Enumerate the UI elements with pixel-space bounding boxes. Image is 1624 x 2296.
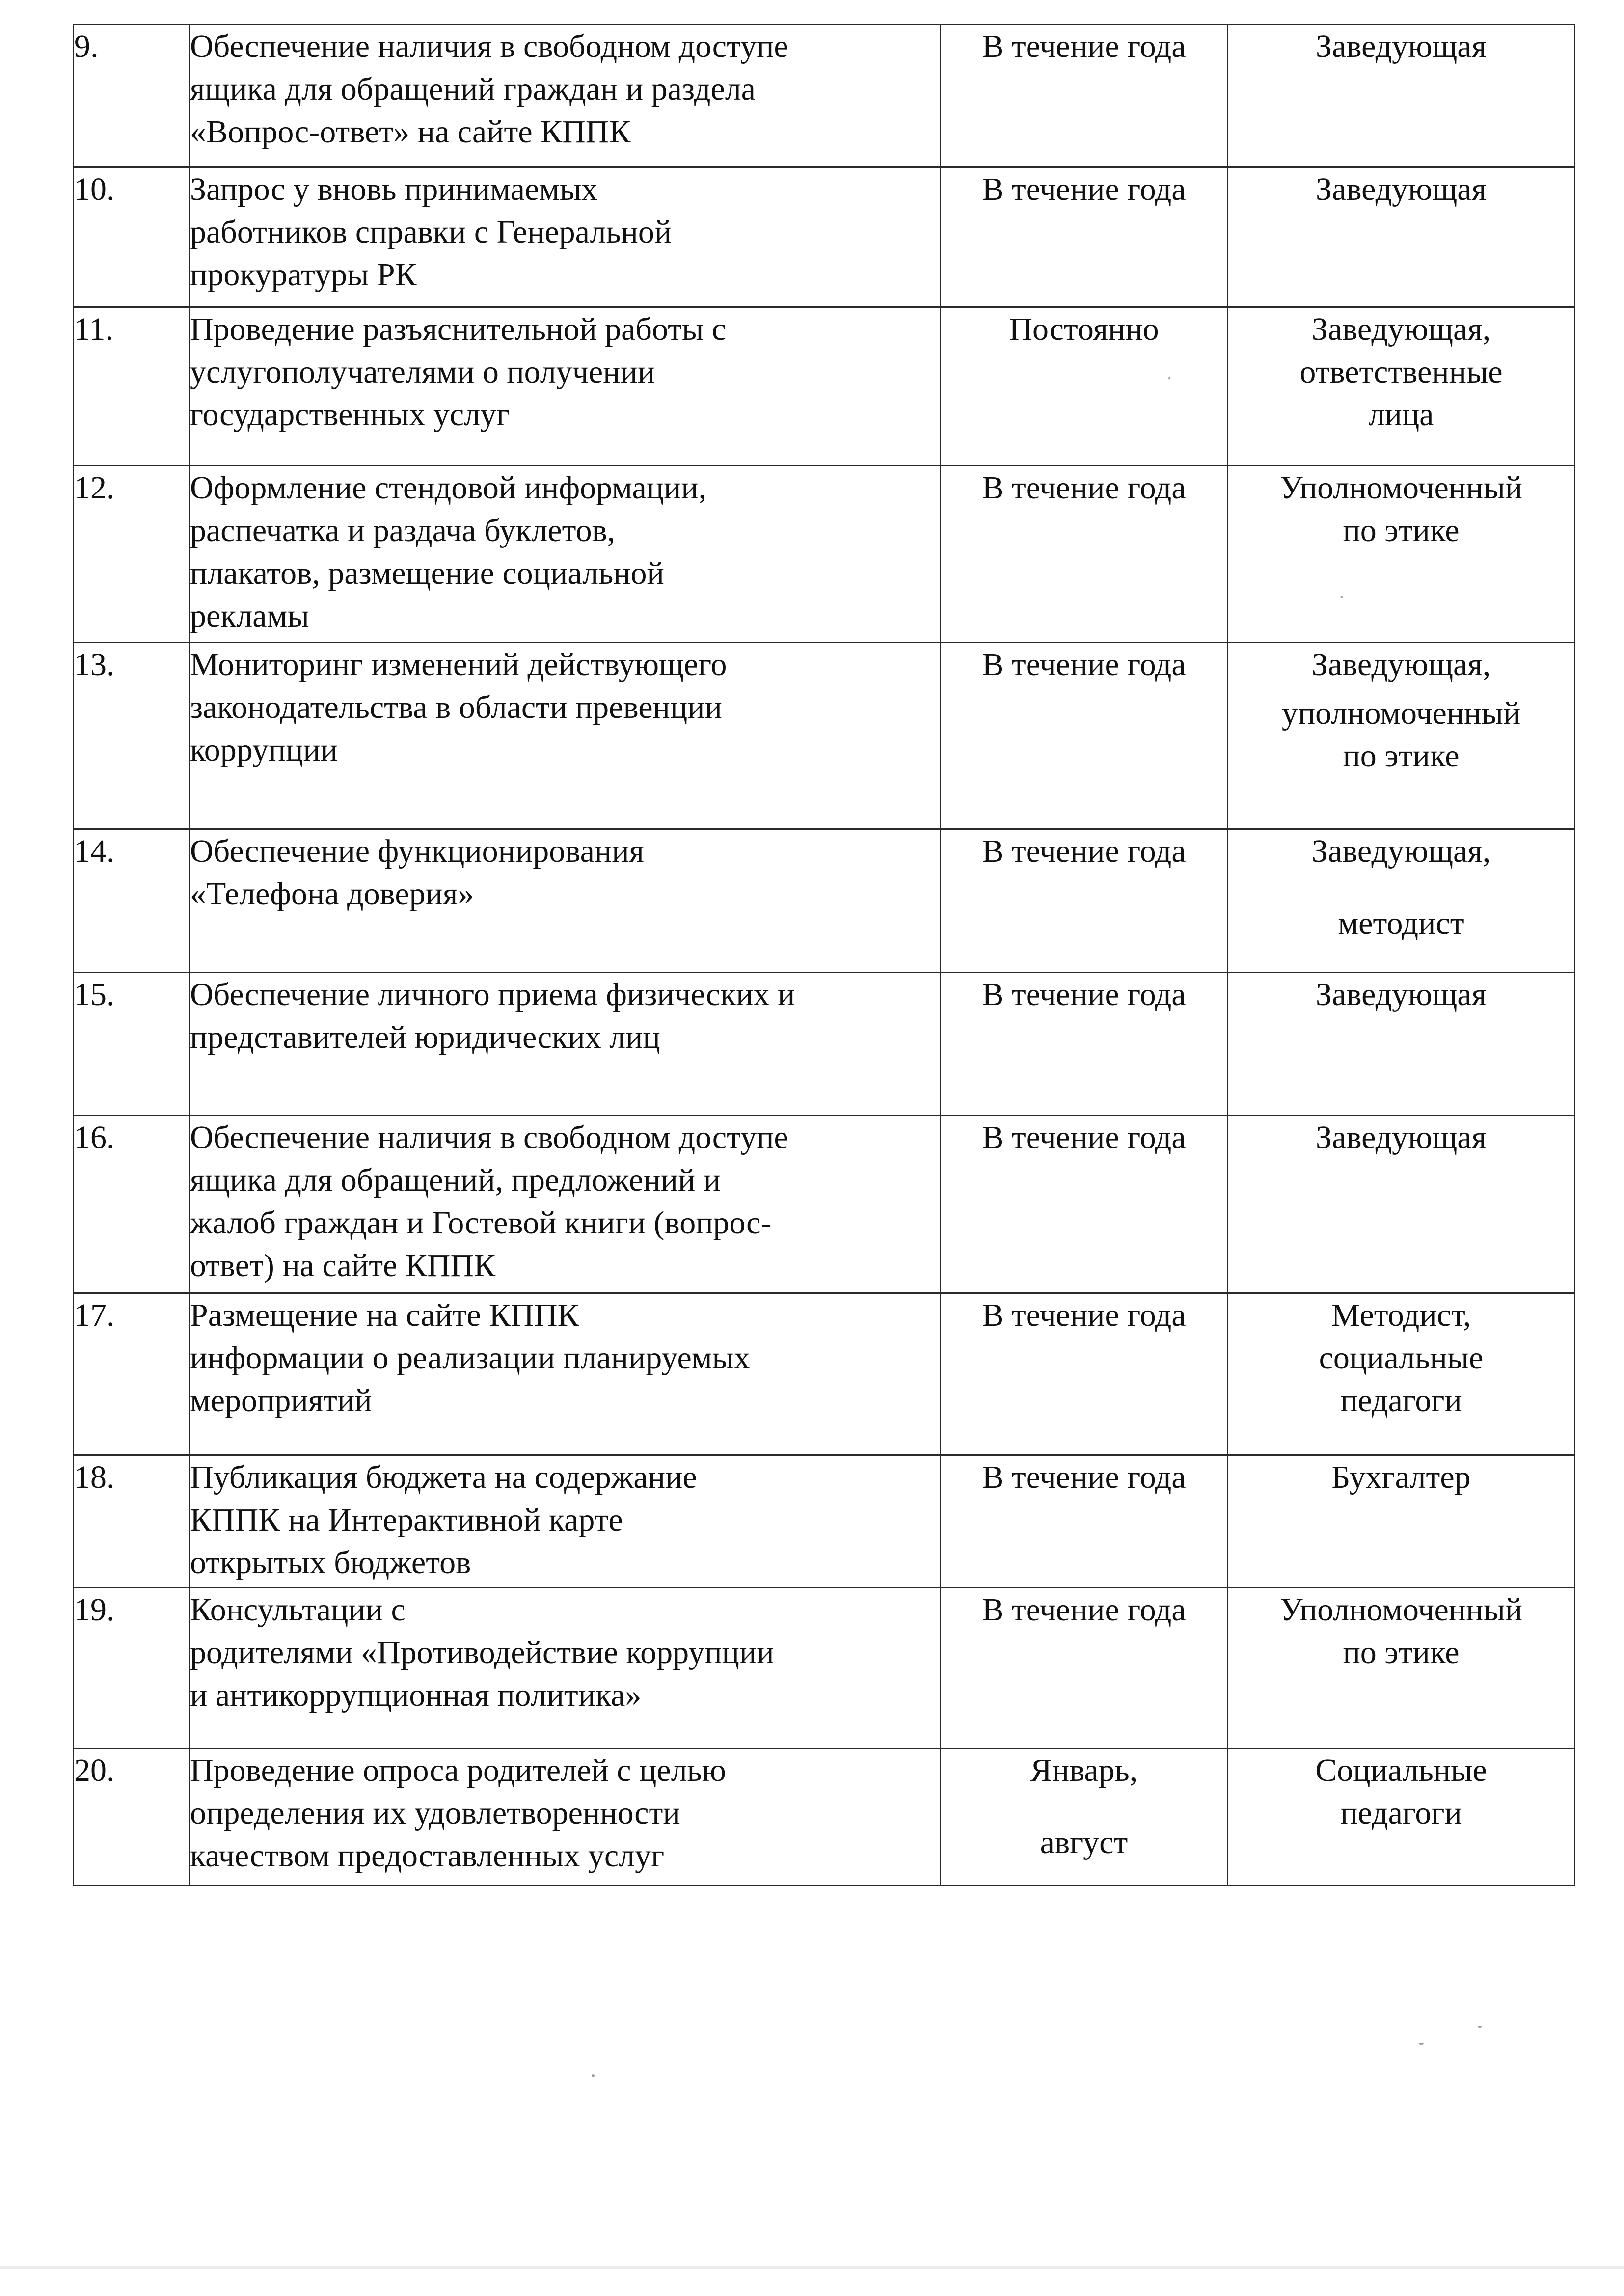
scan-speck [1168, 377, 1170, 379]
table-row [74, 167, 1575, 307]
activity-line: качеством предоставленных услуг [190, 1838, 665, 1874]
activity-line: Проведение разъяснительной работы с [190, 311, 727, 347]
responsible-line: Уполномоченный [1279, 470, 1523, 506]
activity-line: информации о реализации планируемых [190, 1340, 750, 1376]
activity-line: открытых бюджетов [190, 1545, 471, 1581]
responsible-line: Заведующая [1316, 171, 1487, 207]
term-line: август [1040, 1825, 1128, 1860]
activity-line: услугополучателями о получении [190, 354, 655, 390]
activity-line: Публикация бюджета на содержание [190, 1459, 697, 1495]
activity-cell [189, 1455, 941, 1588]
term-line: В течение года [982, 647, 1186, 683]
responsible-line: Социальные [1315, 1752, 1487, 1788]
activity-line: и антикоррупционная политика» [190, 1677, 642, 1713]
row-number: 17. [74, 1293, 189, 1455]
scan-speck [1340, 596, 1343, 598]
term-cell [941, 1749, 1228, 1886]
activity-line: прокуратуры РК [190, 257, 417, 293]
responsible-line: педагоги [1340, 1383, 1462, 1419]
responsible-line: социальные [1319, 1340, 1484, 1376]
activity-line: Обеспечение наличия в свободном доступе [190, 28, 788, 64]
responsible-line: Заведующая, [1311, 647, 1491, 683]
term-line: Январь, [1030, 1752, 1138, 1788]
responsible-line: Бухгалтер [1331, 1459, 1471, 1495]
activity-line: «Телефона доверия» [190, 876, 474, 912]
responsible-line: Заведующая, [1311, 311, 1491, 347]
term-cell [941, 1455, 1228, 1588]
activity-line: законодательства в области превенции [190, 689, 722, 725]
responsible-line: методист [1338, 905, 1464, 941]
table-row [74, 1749, 1575, 1886]
activity-line: родителями «Противодействие коррупции [190, 1635, 774, 1670]
scan-speck [1419, 2043, 1424, 2045]
activity-line: «Вопрос-ответ» на сайте КППК [190, 114, 631, 150]
activity-cell [189, 1116, 941, 1293]
term-cell [941, 829, 1228, 973]
table-row [74, 466, 1575, 643]
activity-line: Размещение на сайте КППК [190, 1297, 579, 1333]
responsible-line: лица [1368, 397, 1434, 433]
responsible-cell [1228, 167, 1575, 307]
activity-line: Обеспечение функционирования [190, 833, 644, 869]
responsible-cell [1228, 307, 1575, 466]
activity-line: ящика для обращений граждан и раздела [190, 71, 756, 107]
responsible-line: Заведующая, [1311, 833, 1491, 869]
activity-cell [189, 25, 941, 167]
term-cell [941, 643, 1228, 829]
row-number: 14. [74, 829, 189, 973]
scan-edge [0, 2266, 1624, 2269]
responsible-line: ответственные [1299, 354, 1503, 390]
term-line: В течение года [982, 977, 1186, 1012]
activity-line: Оформление стендовой информации, [190, 470, 707, 506]
responsible-cell [1228, 25, 1575, 167]
activity-line: Консультации с [190, 1592, 406, 1628]
activity-line: Мониторинг изменений действующего [190, 647, 727, 683]
activity-line: государственных услуг [190, 397, 510, 433]
responsible-line: уполномоченный [1281, 695, 1521, 731]
responsible-cell [1228, 829, 1575, 973]
activity-line: Проведение опроса родителей с целью [190, 1752, 726, 1788]
responsible-line: Заведующая [1316, 977, 1487, 1012]
term-line: В течение года [982, 1297, 1186, 1333]
activity-line: коррупции [190, 732, 338, 768]
term-line: В течение года [982, 470, 1186, 506]
activity-cell [189, 1749, 941, 1886]
table-row [74, 973, 1575, 1116]
table-row [74, 307, 1575, 466]
row-number: 19. [74, 1588, 189, 1749]
activity-line: ответ) на сайте КППК [190, 1248, 496, 1284]
table-row [74, 1455, 1575, 1588]
row-number: 20. [74, 1749, 189, 1886]
table-row [74, 1588, 1575, 1749]
plan-table [73, 24, 1575, 1886]
activity-line: мероприятий [190, 1383, 372, 1419]
term-line: В течение года [982, 1120, 1186, 1155]
term-cell [941, 167, 1228, 307]
activity-cell [189, 973, 941, 1116]
activity-line: КППК на Интерактивной карте [190, 1502, 623, 1538]
activity-cell [189, 466, 941, 643]
row-number: 11. [74, 307, 189, 466]
responsible-cell [1228, 1455, 1575, 1588]
responsible-line: Уполномоченный [1279, 1592, 1523, 1628]
activity-line: ящика для обращений, предложений и [190, 1162, 721, 1198]
responsible-cell [1228, 466, 1575, 643]
responsible-line: по этике [1343, 738, 1460, 774]
term-cell [941, 307, 1228, 466]
activity-line: работников справки с Генеральной [190, 214, 672, 250]
activity-cell [189, 307, 941, 466]
term-line: В течение года [982, 1459, 1186, 1495]
activity-line: Обеспечение личного приема физических и [190, 977, 795, 1012]
term-cell [941, 25, 1228, 167]
responsible-line: Заведующая [1316, 28, 1487, 64]
activity-line: представителей юридических лиц [190, 1019, 660, 1055]
table-row [74, 25, 1575, 167]
row-number: 9. [74, 25, 189, 167]
row-number: 10. [74, 167, 189, 307]
responsible-line: по этике [1343, 1635, 1460, 1670]
activity-cell [189, 1588, 941, 1749]
activity-line: Запрос у вновь принимаемых [190, 171, 598, 207]
responsible-cell [1228, 1116, 1575, 1293]
activity-cell [189, 643, 941, 829]
scan-speck [1478, 2026, 1482, 2028]
row-number: 18. [74, 1455, 189, 1588]
term-line: В течение года [982, 833, 1186, 869]
term-line: В течение года [982, 171, 1186, 207]
term-cell [941, 973, 1228, 1116]
responsible-cell [1228, 1293, 1575, 1455]
term-cell [941, 1588, 1228, 1749]
row-number: 15. [74, 973, 189, 1116]
activity-line: плакатов, размещение социальной [190, 555, 664, 591]
responsible-cell [1228, 643, 1575, 829]
table-row [74, 1293, 1575, 1455]
scan-speck [592, 2074, 595, 2077]
activity-cell [189, 167, 941, 307]
responsible-line: педагоги [1340, 1795, 1462, 1831]
term-line: Постоянно [1009, 311, 1159, 347]
responsible-line: по этике [1343, 513, 1460, 548]
row-number: 13. [74, 643, 189, 829]
responsible-line: Заведующая [1316, 1120, 1487, 1155]
activity-cell [189, 829, 941, 973]
term-cell [941, 1293, 1228, 1455]
term-line: В течение года [982, 28, 1186, 64]
term-cell [941, 466, 1228, 643]
activity-line: распечатка и раздача буклетов, [190, 513, 616, 548]
responsible-cell [1228, 1749, 1575, 1886]
term-line: В течение года [982, 1592, 1186, 1628]
row-number: 16. [74, 1116, 189, 1293]
activity-line: рекламы [190, 598, 309, 634]
activity-line: Обеспечение наличия в свободном доступе [190, 1120, 788, 1155]
table-row [74, 643, 1575, 829]
table-row [74, 1116, 1575, 1293]
row-number: 12. [74, 466, 189, 643]
responsible-line: Методист, [1331, 1297, 1471, 1333]
table-row [74, 829, 1575, 973]
responsible-cell [1228, 1588, 1575, 1749]
term-cell [941, 1116, 1228, 1293]
responsible-cell [1228, 973, 1575, 1116]
activity-line: определения их удовлетворенности [190, 1795, 680, 1831]
activity-line: жалоб граждан и Гостевой книги (вопрос- [190, 1205, 772, 1241]
activity-cell [189, 1293, 941, 1455]
